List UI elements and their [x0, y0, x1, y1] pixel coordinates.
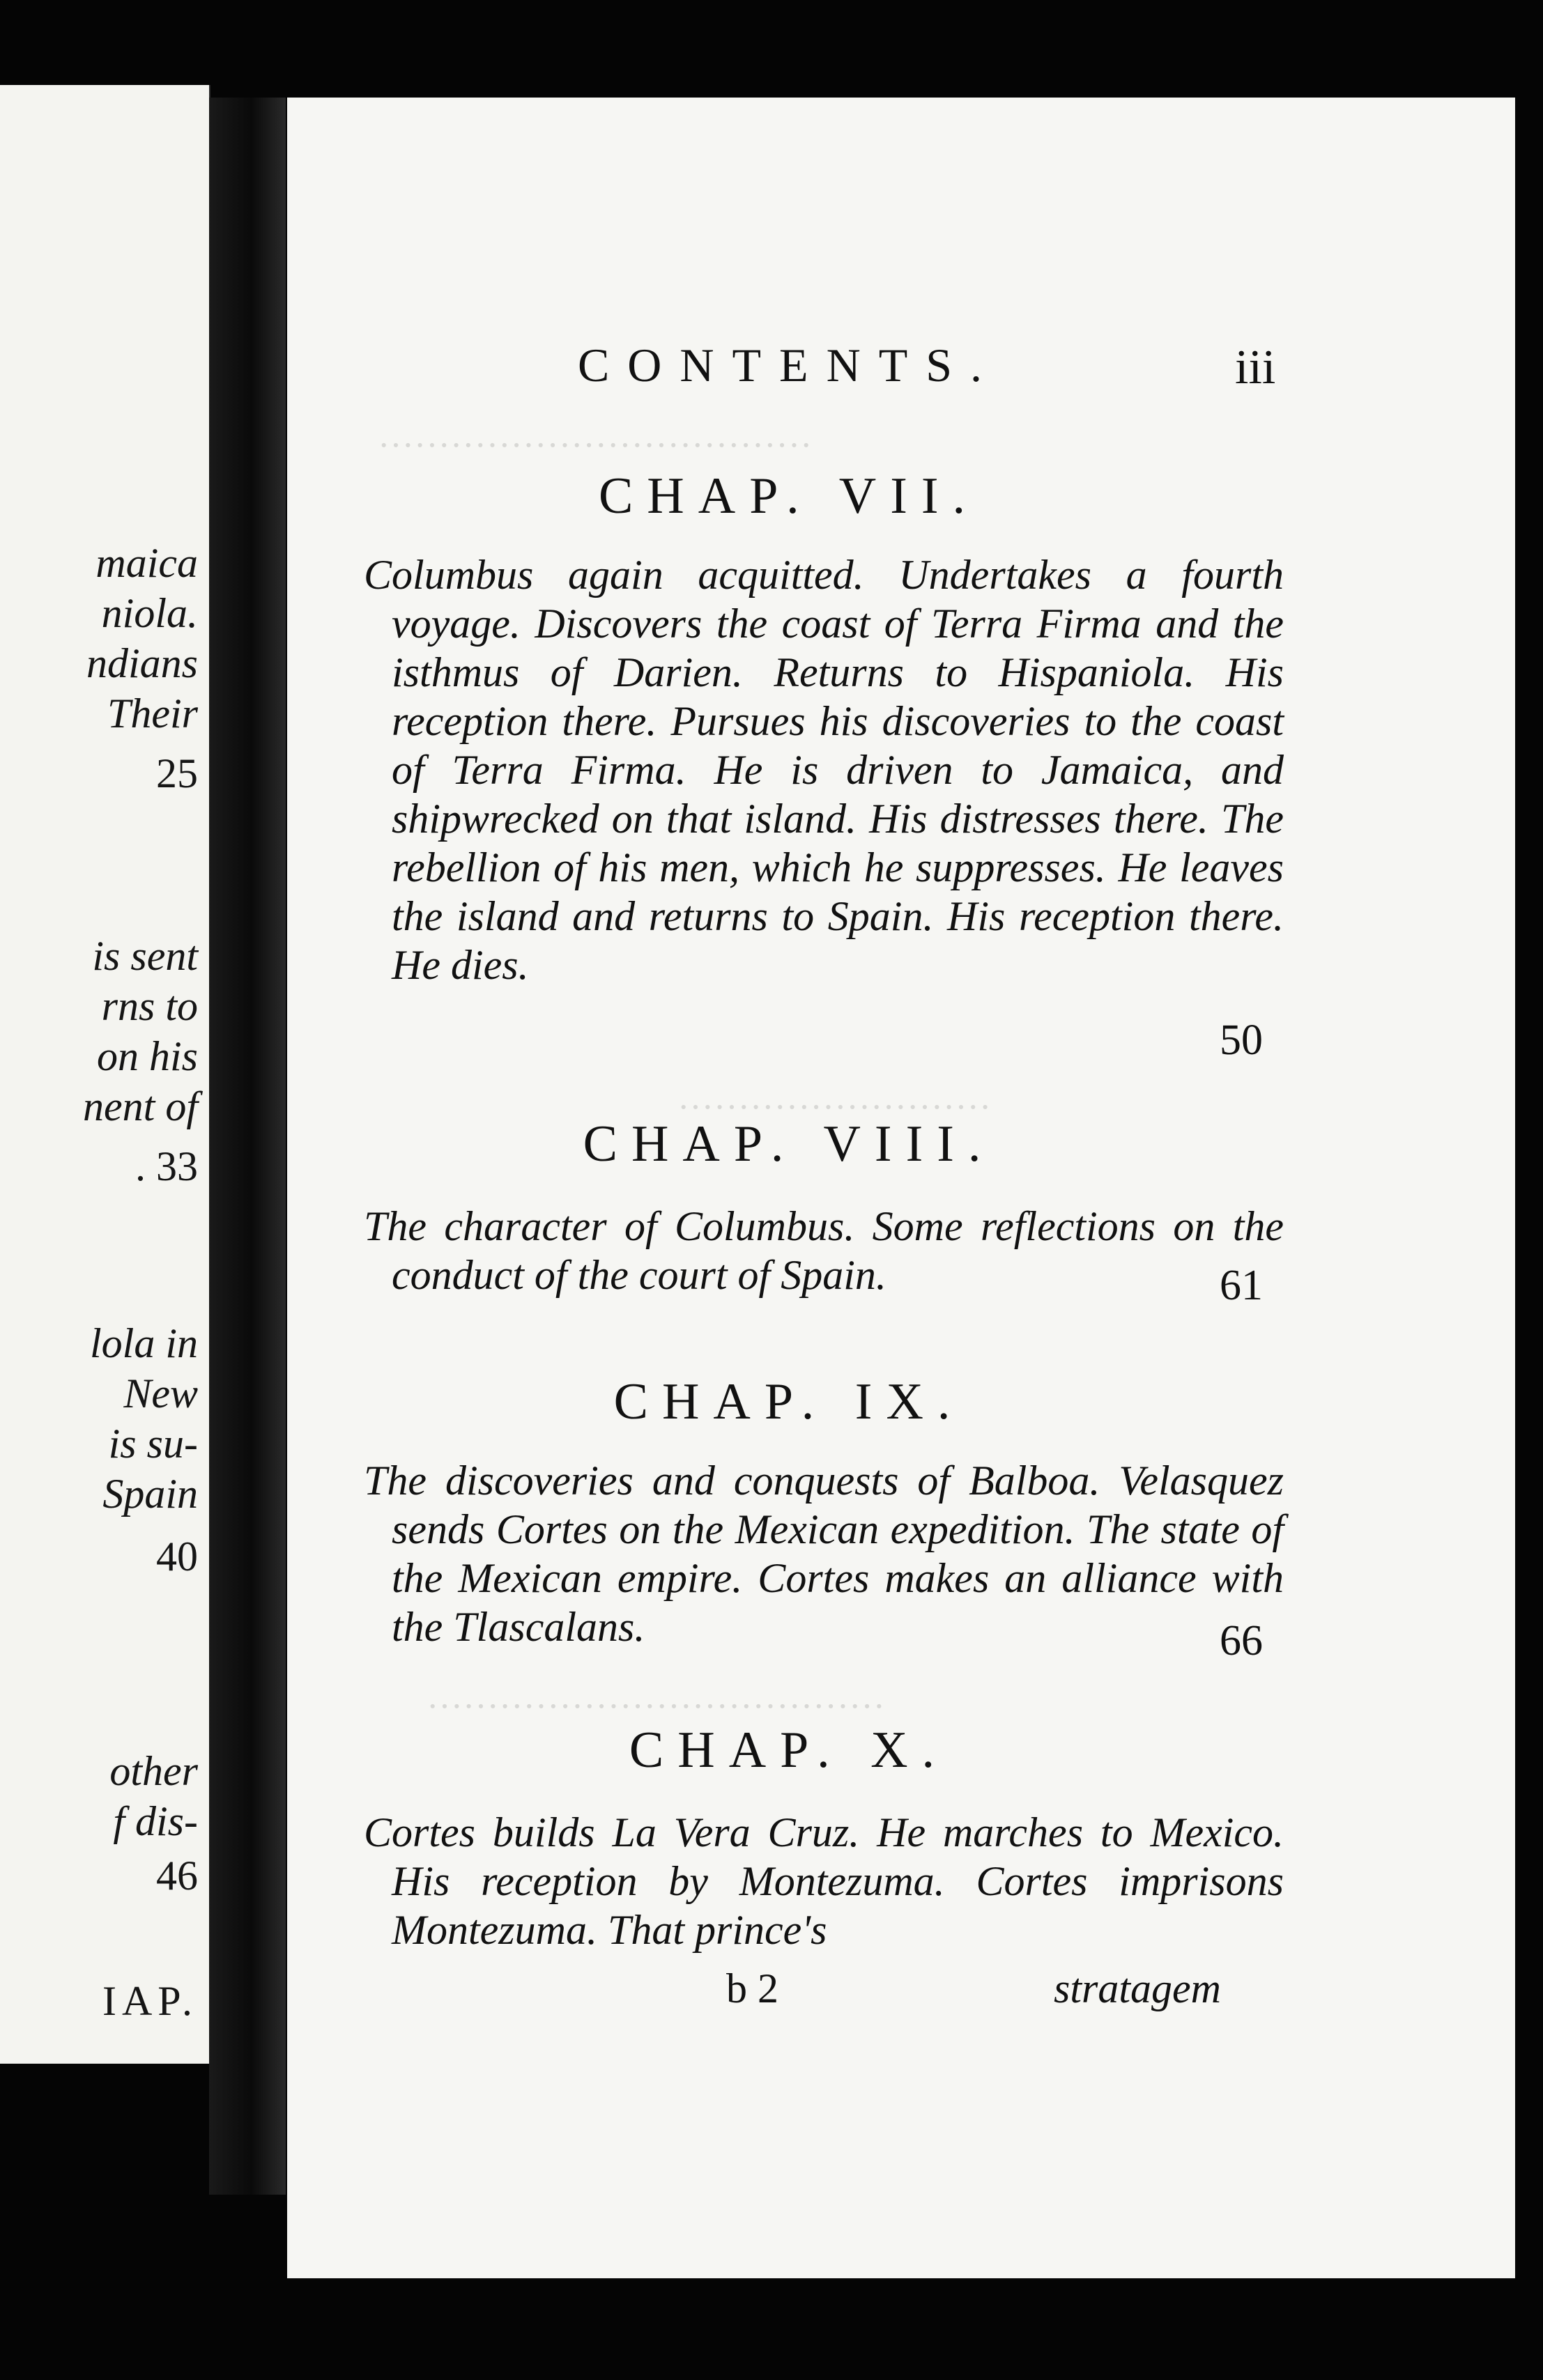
chapter-summary: Columbus again acquitted. Undertakes a fourth voyage. Discovers the coast of Terra Firma and the isthmus of Darien. Returns to Hispaniola. His reception there. Pursues his discoveries to the coast of Terra Firma. He is driven to Jamaica, and shipwrecked on that island. His distresses there. The rebellion of his men, which he suppresses. He leaves the island and returns to Spain. His reception there. He dies.: [364, 552, 1284, 988]
book-gutter: [209, 98, 286, 2195]
previous-page-fragment: [0, 85, 210, 2064]
left-line: IAP.: [102, 1978, 198, 2024]
chapter-heading: CHAP. VIII.: [583, 1115, 995, 1173]
left-line: other: [109, 1748, 198, 1794]
chapter-summary: The discoveries and conquests of Balboa. Velasquez sends Cortes on the Mexican expedition. The state of the Mexican empire. Cortes makes an alliance with the Tlascalans.: [364, 1458, 1284, 1650]
left-line: is sent: [92, 933, 198, 979]
chapter-page-number: 50: [1220, 1017, 1263, 1064]
left-line: on his: [96, 1033, 198, 1079]
show-through: ··························: [677, 1088, 992, 1127]
signature-mark: b 2: [726, 1965, 778, 2011]
left-line: nent of: [83, 1083, 198, 1129]
chapter-summary: Cortes builds La Vera Cruz. He marches to Mexico. His reception by Montezuma. Cortes imprisons Montezuma. That prince's: [364, 1809, 1284, 1953]
left-page-number: 25: [156, 750, 198, 796]
left-line: Their: [107, 690, 198, 736]
left-page-number: 40: [156, 1533, 198, 1579]
left-line: lola in: [89, 1320, 198, 1366]
chapter-heading: CHAP. VII.: [598, 468, 980, 525]
left-line: niola.: [101, 590, 198, 636]
left-line: rns to: [101, 983, 198, 1029]
catchword: stratagem: [1054, 1965, 1221, 2011]
folio-number: iii: [1235, 341, 1276, 394]
show-through: ······································: [427, 1687, 886, 1726]
show-through: ····································: [378, 426, 813, 465]
left-line: New: [123, 1370, 198, 1416]
chapter-page-number: 61: [1220, 1262, 1263, 1309]
left-line: maica: [95, 540, 198, 586]
left-line: is su-: [108, 1421, 198, 1467]
chapter-heading: CHAP. IX.: [613, 1373, 965, 1430]
chapter-heading: CHAP. X.: [629, 1722, 949, 1779]
contents-page: [287, 98, 1515, 2278]
chapter-page-number: 66: [1220, 1617, 1263, 1664]
left-line: Spain: [102, 1471, 198, 1517]
chapter-summary: The character of Columbus. Some reflections on the conduct of the court of Spain.: [364, 1203, 1284, 1298]
left-line: f dis-: [113, 1798, 198, 1844]
left-page-number: . 33: [135, 1143, 198, 1189]
running-head-title: CONTENTS.: [577, 339, 1001, 392]
left-page-number: 46: [156, 1853, 198, 1899]
left-line: ndians: [86, 640, 198, 686]
